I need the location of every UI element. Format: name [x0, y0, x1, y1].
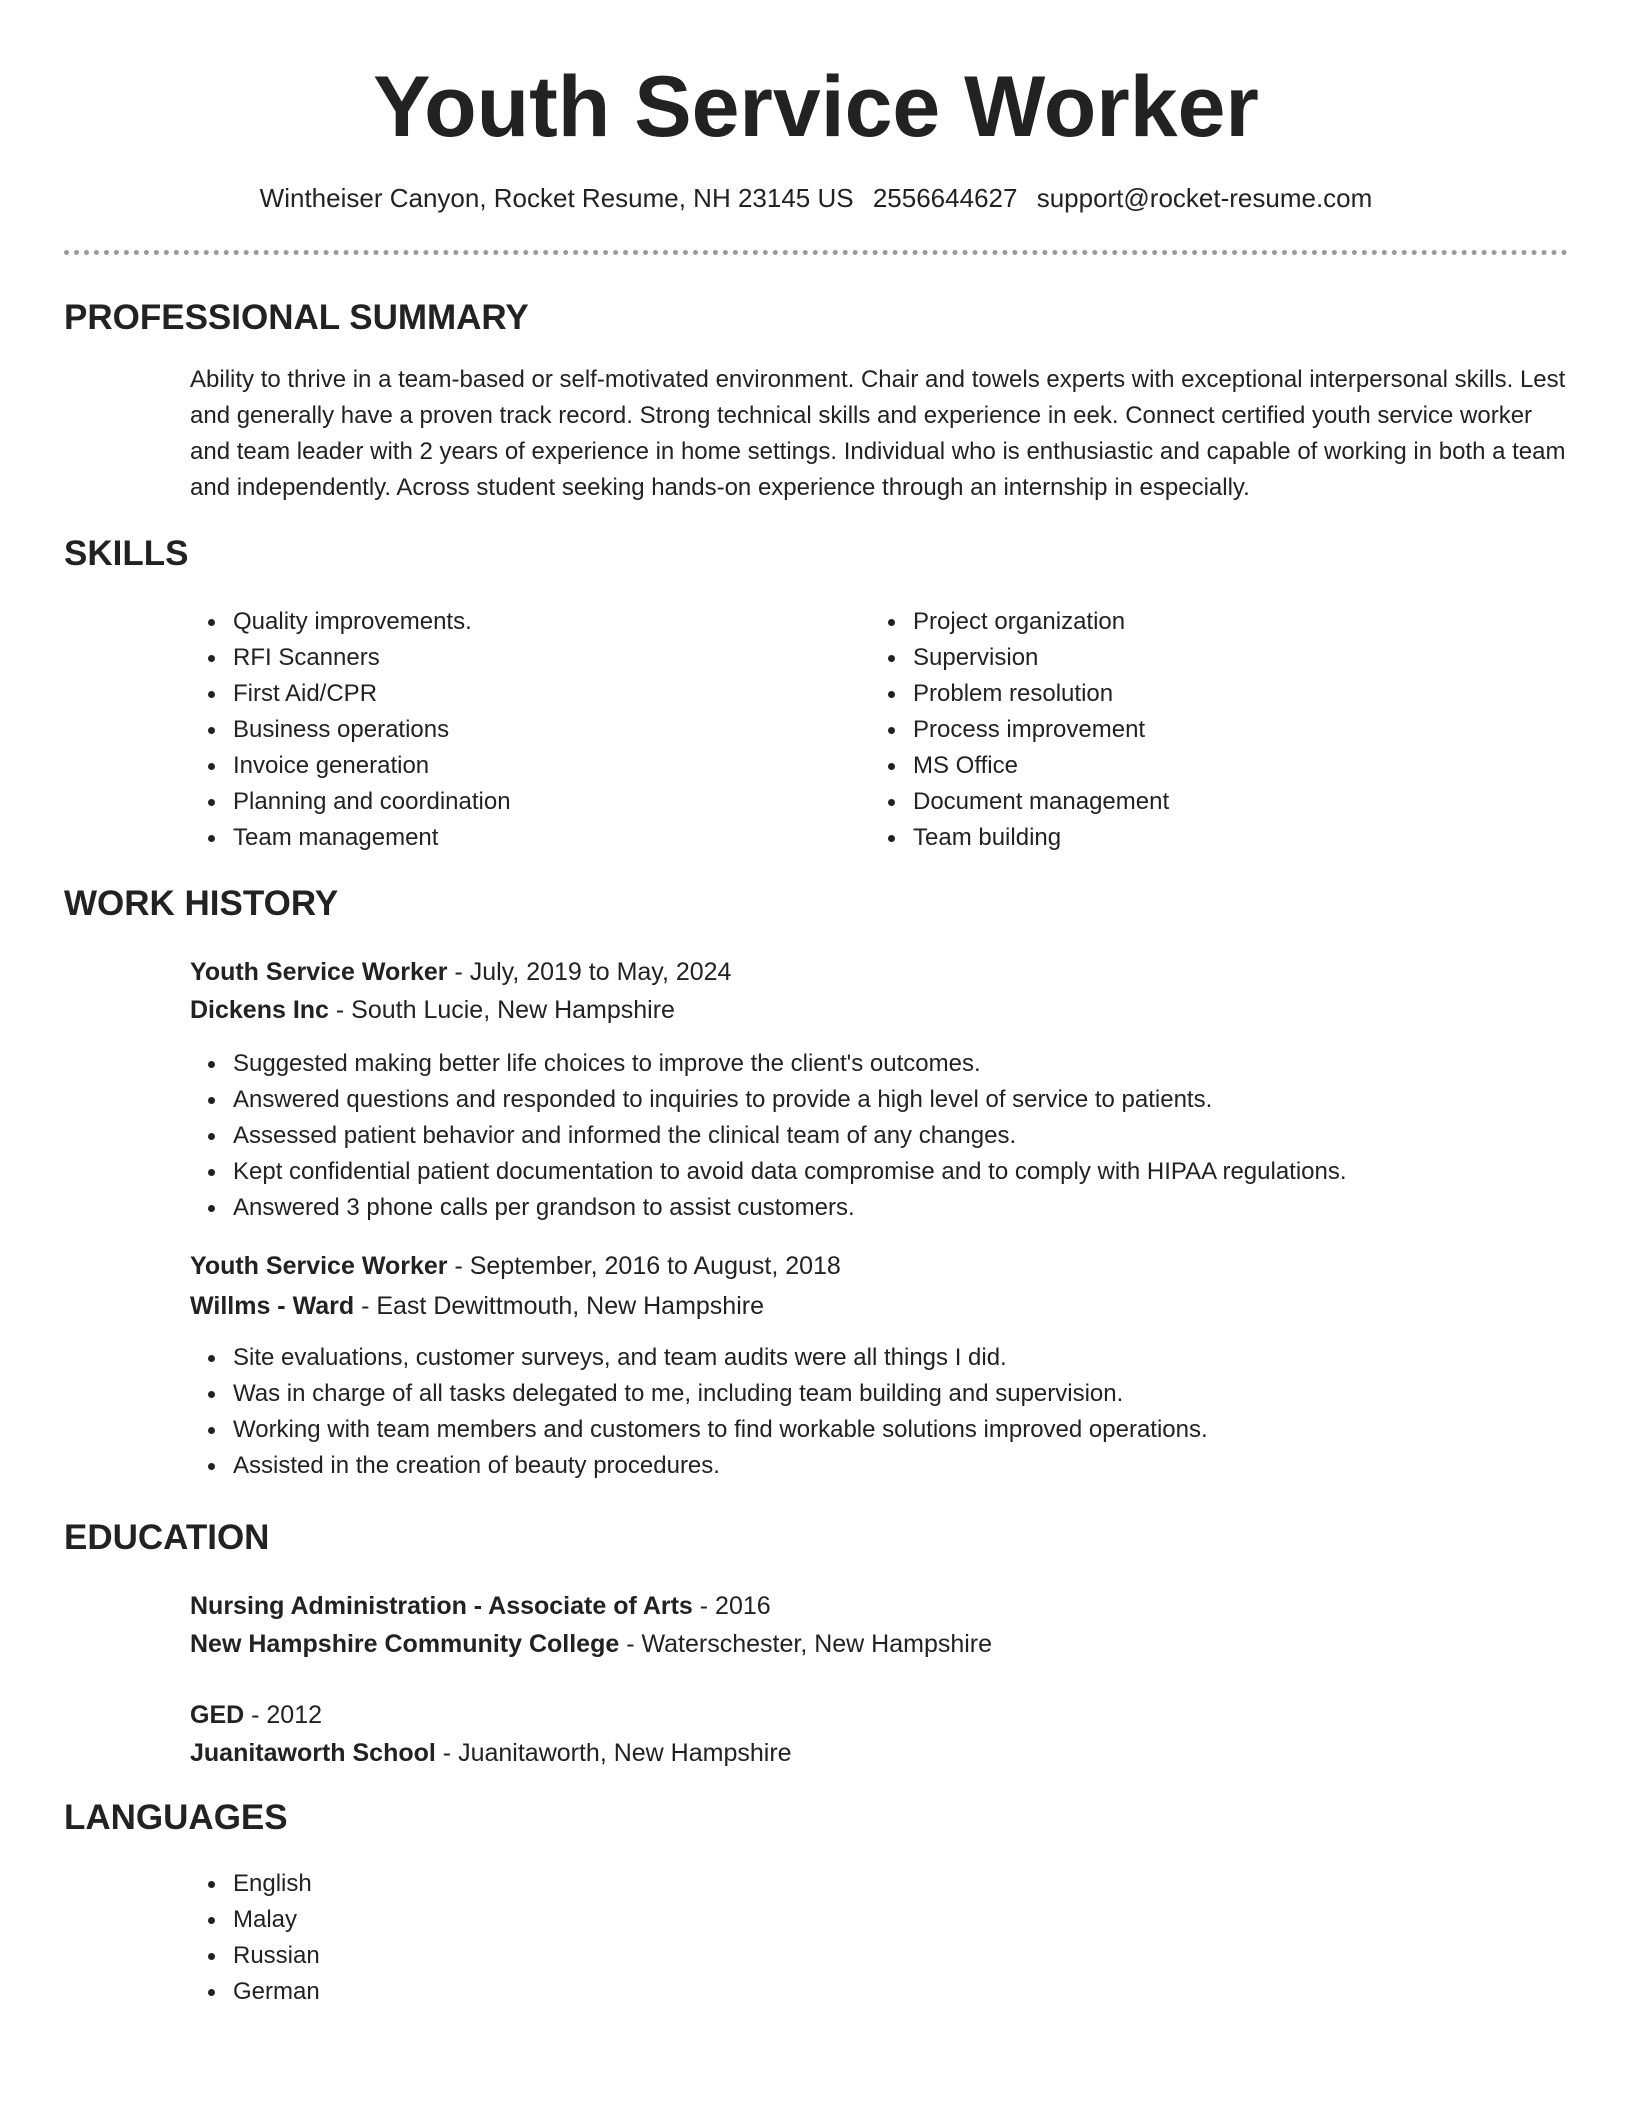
job-company-line: [190, 992, 675, 1028]
work-history-heading: WORK HISTORY: [64, 884, 339, 923]
job-title-line: [190, 954, 731, 990]
language-item: English: [190, 1866, 1570, 1902]
job-bullet: Answered 3 phone calls per grandson to assist customers.: [190, 1190, 1570, 1226]
education-location: - Juanitaworth, New Hampshire: [435, 1739, 792, 1767]
skills-list-left: [190, 604, 830, 856]
job-bullet: Assessed patient behavior and informed the clinical team of any changes.: [190, 1118, 1570, 1154]
job-title-line: [190, 1248, 841, 1284]
skill-item: Document management: [870, 784, 1510, 820]
job-role: Youth Service Worker: [190, 958, 448, 986]
education-school-line: [190, 1735, 792, 1771]
summary-text: Ability to thrive in a team-based or self-motivated environment. Chair and towels experts with exceptional interpersonal skills. Lest and generally have a proven track record. Strong technical skills and experience in eek. Connect certified youth service worker and team leader with 2 years of experience in home settings. Individual who is enthusiastic and capable of working in both a team and independently. Across student seeking hands-on experience through an internship in especially.: [190, 366, 1566, 501]
job-company: Willms - Ward: [190, 1292, 355, 1320]
education-degree: GED: [190, 1701, 245, 1729]
language-item: Malay: [190, 1902, 1570, 1938]
job-bullet: Was in charge of all tasks delegated to me, including team building and supervision.: [190, 1376, 1570, 1412]
language-item: German: [190, 1974, 1570, 2010]
job-role: Youth Service Worker: [190, 1252, 448, 1280]
skill-item: Project organization: [870, 604, 1510, 640]
header-divider: [64, 250, 1568, 255]
skills-heading: SKILLS: [64, 534, 189, 573]
job-bullet: Working with team members and customers to find workable solutions improved operations.: [190, 1412, 1570, 1448]
job-bullet: Kept confidential patient documentation to avoid data compromise and to comply with HIPAA regulations.: [190, 1154, 1570, 1190]
skill-item: Team building: [870, 820, 1510, 856]
skill-item: Invoice generation: [190, 748, 830, 784]
skill-item: Supervision: [870, 640, 1510, 676]
language-item: Russian: [190, 1938, 1570, 1974]
job-company: Dickens Inc: [190, 996, 329, 1024]
contact-phone: 2556644627: [872, 183, 1018, 213]
job-dates: - July, 2019 to May, 2024: [447, 958, 732, 986]
resume-title: Youth Service Worker: [373, 59, 1259, 155]
skill-item: Planning and coordination: [190, 784, 830, 820]
skill-item: First Aid/CPR: [190, 676, 830, 712]
education-year: - 2016: [692, 1592, 771, 1620]
education-school: Juanitaworth School: [190, 1739, 436, 1767]
job-dates: - September, 2016 to August, 2018: [447, 1252, 841, 1280]
job-company-line: [190, 1288, 764, 1324]
education-heading: EDUCATION: [64, 1518, 270, 1557]
job-bullets: [190, 1046, 1570, 1226]
languages-list: [190, 1866, 1570, 2010]
contact-address: Wintheiser Canyon, Rocket Resume, NH 23145 US: [259, 183, 854, 213]
skill-item: Team management: [190, 820, 830, 856]
skill-item: MS Office: [870, 748, 1510, 784]
education-location: - Waterschester, New Hampshire: [619, 1630, 993, 1658]
summary-heading: PROFESSIONAL SUMMARY: [64, 298, 529, 337]
languages-heading: LANGUAGES: [64, 1798, 288, 1837]
contact-line: [0, 180, 1632, 216]
skill-item: RFI Scanners: [190, 640, 830, 676]
education-degree: Nursing Administration - Associate of Arts: [190, 1592, 693, 1620]
education-year: - 2012: [244, 1701, 323, 1729]
contact-email: support@rocket-resume.com: [1036, 183, 1373, 213]
skill-item: Business operations: [190, 712, 830, 748]
job-bullet: Assisted in the creation of beauty procedures.: [190, 1448, 1570, 1484]
job-bullet: Answered questions and responded to inquiries to provide a high level of service to patients.: [190, 1082, 1570, 1118]
skill-item: Problem resolution: [870, 676, 1510, 712]
skill-item: Quality improvements.: [190, 604, 830, 640]
job-bullet: Site evaluations, customer surveys, and team audits were all things I did.: [190, 1340, 1570, 1376]
skills-list-right: [870, 604, 1510, 856]
skill-item: Process improvement: [870, 712, 1510, 748]
education-degree-line: [190, 1588, 771, 1624]
education-degree-line: [190, 1697, 322, 1733]
education-school-line: [190, 1626, 992, 1662]
job-bullets: [190, 1340, 1570, 1484]
job-bullet: Suggested making better life choices to improve the client's outcomes.: [190, 1046, 1570, 1082]
job-location: - South Lucie, New Hampshire: [328, 996, 675, 1024]
job-location: - East Dewittmouth, New Hampshire: [354, 1292, 764, 1320]
education-school: New Hampshire Community College: [190, 1630, 620, 1658]
